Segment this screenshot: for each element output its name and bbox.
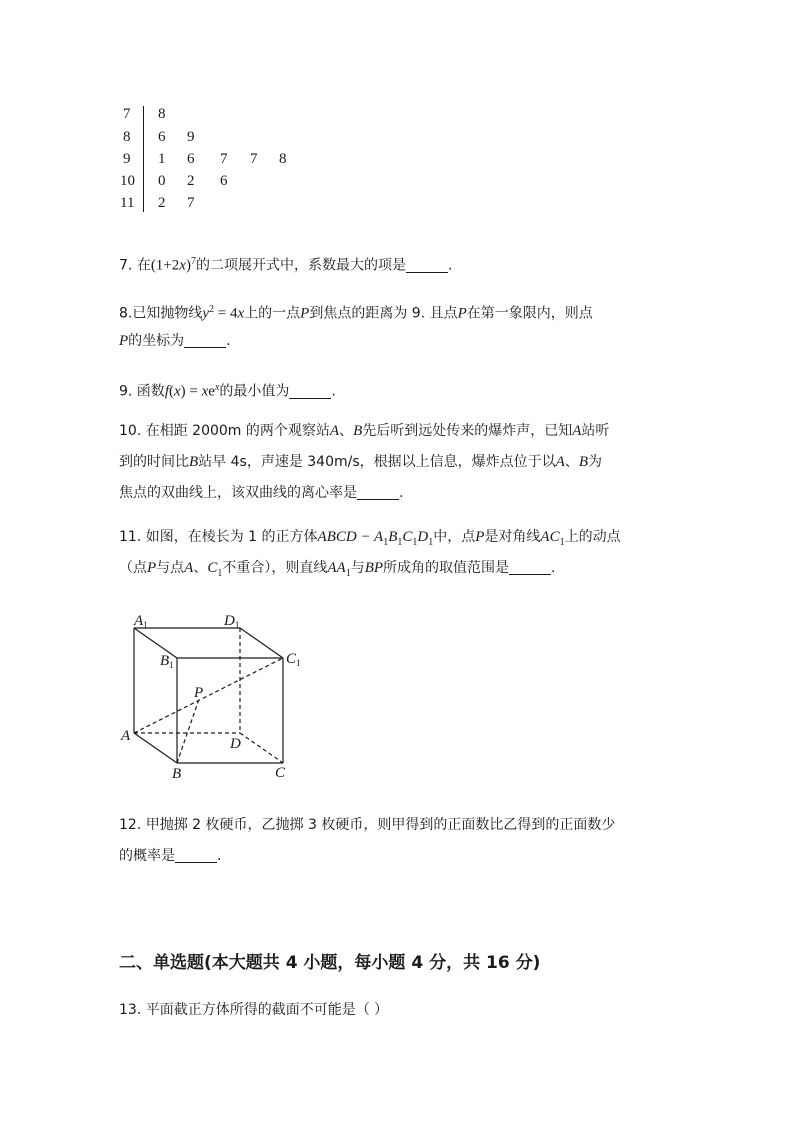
question-12-line-1 (119, 815, 615, 835)
q11-text-a: 11. 如图，在棱长为 1 的正方体 (119, 529, 318, 545)
leaf: 2 (187, 173, 195, 189)
segment-bp (177, 699, 199, 763)
label-b: B (172, 766, 182, 782)
expr-base: (1+2 (150, 257, 180, 274)
point-p: P (147, 560, 157, 576)
question-12-line-2 (119, 846, 221, 866)
cube-figure (110, 605, 310, 790)
separator: 、 (193, 560, 208, 576)
label-a: A (121, 728, 131, 744)
expr-var: x (179, 257, 186, 274)
edge-d-c-hidden (240, 733, 283, 763)
separator: 、 (564, 454, 579, 470)
q10-text-e: 站早 4s，声速是 340m/s，根据以上信息，爆炸点位于以 (198, 454, 556, 470)
q10-text-g: 焦点的双曲线上，该双曲线的离心率是 (119, 485, 357, 501)
label-c: C (275, 765, 286, 781)
q10-text-a: 10. 在相距 2000m 的两个观察站 (119, 423, 330, 439)
point-p: P (475, 529, 485, 545)
math-e: e (208, 383, 215, 400)
q10-text-f: 为 (588, 454, 602, 470)
point-a: A (572, 423, 582, 439)
question-10-line-1 (119, 421, 609, 441)
point-b: B (353, 423, 363, 439)
expr-exponent: 7 (190, 256, 196, 267)
question-7 (119, 252, 452, 276)
q10-text-c: 站听 (581, 423, 610, 439)
leaf: 1 (158, 151, 166, 167)
subscript: 1 (397, 536, 403, 548)
label-p: P (194, 685, 204, 701)
math-x: x (237, 305, 245, 322)
math-exp: 2 (209, 304, 215, 315)
leaf: 6 (158, 129, 166, 145)
q11-text-e: （点 (119, 560, 147, 576)
stem: 11 (120, 195, 135, 211)
q10-text-b: 先后听到远处传来的爆炸声，已知 (362, 423, 573, 439)
label-d1: $D_1$ (224, 613, 240, 630)
question-number: 7. (119, 257, 133, 274)
question-8-line-1 (119, 300, 593, 324)
q10-text-d: 到的时间比 (119, 454, 189, 470)
math-x: x (173, 383, 181, 400)
period: . (226, 333, 231, 349)
leaf: 7 (187, 195, 195, 211)
q11-text-b: 中，点 (433, 529, 476, 545)
answer-blank (184, 333, 226, 348)
point-a: A (329, 423, 340, 439)
line-aa1: AA (327, 560, 346, 576)
q12-text-b: 的概率是 (119, 848, 175, 864)
label-b1: $B_1$ (160, 653, 174, 670)
math-eq: = 4 (214, 305, 238, 322)
question-11-line-2 (119, 558, 555, 584)
point-p: P (457, 305, 467, 322)
q9-text-b: 的最小值为 (219, 383, 290, 400)
leaf: 9 (187, 129, 195, 145)
point-a: A (555, 454, 565, 470)
stem: 9 (123, 151, 131, 167)
leaf: 7 (250, 151, 258, 167)
leaf: 7 (220, 151, 228, 167)
q13-text: 13. 平面截正方体所得的截面不可能是（ ） (119, 1002, 389, 1018)
q9-text-a: 9. 函数 (119, 383, 165, 400)
edge-d1-c1 (240, 628, 283, 658)
period: . (447, 257, 453, 274)
leaf: 6 (187, 151, 195, 167)
subscript: 1 (217, 567, 223, 579)
stem-leaf-divider (143, 106, 144, 212)
expr-close: ) (185, 257, 191, 274)
period: . (217, 848, 222, 864)
q11-text-g: 不重合），则直线 (222, 560, 328, 576)
q11-text-i: 所成角的取值范围是 (383, 560, 510, 576)
question-11-line-1 (119, 527, 621, 553)
q11-text-h: 与 (350, 560, 365, 576)
answer-blank (175, 848, 217, 863)
diagonal-name: AC (540, 529, 560, 545)
answer-blank (289, 384, 331, 399)
math-x: x (201, 383, 209, 400)
point-b: B (578, 454, 588, 470)
subscript: 1 (559, 536, 565, 548)
cube-name: C (402, 529, 413, 545)
q11-text-f: 与点 (156, 560, 185, 576)
math-f: f (164, 383, 169, 400)
edge-a-b (134, 733, 177, 763)
question-8-line-2 (119, 331, 231, 351)
q7-text-a: 在 (136, 257, 151, 274)
label-d: D (230, 736, 241, 752)
subscript: 1 (345, 567, 351, 579)
leaf: 2 (158, 195, 166, 211)
math-y: y (202, 305, 210, 322)
answer-blank (357, 485, 399, 500)
point-p: P (119, 333, 129, 349)
question-10-line-2 (119, 452, 602, 472)
period: . (551, 560, 556, 576)
q8-text-d: 在第一象限内，则点 (466, 305, 593, 322)
leaf: 8 (158, 106, 166, 122)
stem: 8 (123, 129, 131, 145)
stem: 10 (120, 173, 135, 189)
period: . (331, 383, 336, 400)
q8-text-a: 8.已知抛物线 (119, 305, 203, 322)
period: . (399, 485, 404, 501)
subscript: 1 (412, 536, 418, 548)
subscript: 1 (383, 536, 389, 548)
question-13 (119, 1000, 388, 1020)
point-p: P (300, 305, 310, 322)
subscript: 1 (428, 536, 434, 548)
stem: 7 (123, 106, 131, 122)
answer-blank (509, 560, 551, 575)
math-paren-eq: ) = (180, 383, 202, 400)
cube-name: D (417, 529, 429, 545)
cube-name: ABCD − A (317, 529, 384, 545)
point-c1: C (207, 560, 218, 576)
line-bp: BP (364, 560, 384, 576)
question-10-line-3 (119, 483, 403, 503)
point-a: A (184, 560, 194, 576)
question-9 (119, 378, 336, 402)
label-a1: $A_1$ (134, 613, 148, 630)
diagonal-ac1 (134, 658, 283, 733)
q8-text-c: 到焦点的距离为 9. 且点 (309, 305, 458, 322)
separator: 、 (339, 423, 354, 439)
leaf: 8 (279, 151, 287, 167)
point-b: B (189, 454, 199, 470)
leaf: 6 (220, 173, 228, 189)
edge-a1-b1 (134, 628, 177, 658)
math-exp: x (214, 382, 220, 393)
cube-name: B (388, 529, 398, 545)
label-c1: $C_1$ (286, 651, 301, 668)
section-heading: 二、单选题(本大题共 4 小题，每小题 4 分，共 16 分) (119, 953, 541, 973)
q7-text-b: 的二项展开式中，系数最大的项是 (195, 257, 406, 274)
q8-text-b: 上的一点 (244, 305, 301, 322)
q11-text-d: 上的动点 (564, 529, 621, 545)
q12-text-a: 12. 甲抛掷 2 枚硬币，乙抛掷 3 枚硬币，则甲得到的正面数比乙得到的正面数少 (119, 817, 616, 833)
q8-text-e: 的坐标为 (128, 333, 185, 349)
answer-blank (406, 258, 448, 273)
q11-text-c: 是对角线 (484, 529, 541, 545)
math-paren: ( (168, 383, 174, 400)
leaf: 0 (158, 173, 166, 189)
